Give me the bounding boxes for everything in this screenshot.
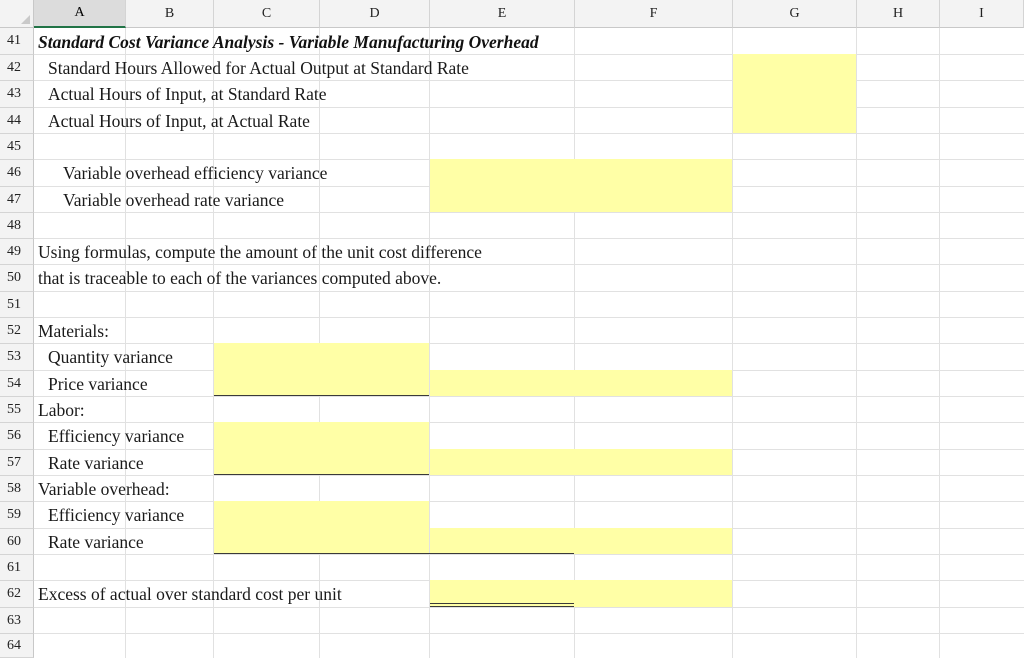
input-cell-c56-c57[interactable]	[214, 422, 429, 475]
row-header[interactable]: 63	[0, 608, 34, 634]
row-header[interactable]: 61	[0, 555, 34, 581]
label-actual-hours-std-rate: Actual Hours of Input, at Standard Rate	[48, 84, 327, 104]
label-voh-efficiency-variance: Variable overhead efficiency variance	[63, 163, 328, 183]
row-header[interactable]: 64	[0, 634, 34, 658]
gridline	[34, 607, 1024, 608]
row-header[interactable]: 43	[0, 81, 34, 108]
input-cell-d54-f54[interactable]	[430, 370, 732, 396]
input-cell-c53-c54[interactable]	[214, 343, 429, 396]
row-header[interactable]: 46	[0, 160, 34, 187]
row-header[interactable]: 53	[0, 344, 34, 371]
label-variable-overhead: Variable overhead:	[38, 479, 170, 499]
column-header-d[interactable]: D	[320, 0, 430, 28]
row-header[interactable]: 52	[0, 318, 34, 344]
column-header-b[interactable]: B	[126, 0, 214, 28]
label-excess-actual-over-standard: Excess of actual over standard cost per unit	[38, 584, 342, 604]
label-materials-price-variance: Price variance	[48, 374, 148, 394]
column-header-i[interactable]: I	[940, 0, 1024, 28]
cell-double-border	[430, 606, 574, 607]
select-all-triangle-icon	[21, 15, 30, 24]
row-header[interactable]: 49	[0, 239, 34, 265]
select-all-corner[interactable]	[0, 0, 34, 28]
row-header[interactable]: 44	[0, 108, 34, 134]
column-header-h[interactable]: H	[857, 0, 940, 28]
gridline	[34, 396, 1024, 397]
row-header[interactable]: 55	[0, 397, 34, 423]
input-cell-e46-f47[interactable]	[430, 159, 732, 212]
row-header[interactable]: 58	[0, 476, 34, 502]
label-std-hours-std-rate: Standard Hours Allowed for Actual Output at Standard Rate	[48, 58, 469, 78]
row-header[interactable]: 50	[0, 265, 34, 292]
label-labor-rate-variance: Rate variance	[48, 453, 144, 473]
cell-bottom-border	[214, 474, 429, 475]
gridline	[34, 343, 1024, 344]
cell-bottom-border	[214, 395, 429, 396]
row-header[interactable]: 62	[0, 581, 34, 608]
column-header-c[interactable]: C	[214, 0, 320, 28]
column-header-e[interactable]: E	[430, 0, 575, 28]
row-header[interactable]: 48	[0, 213, 34, 239]
row-header[interactable]: 57	[0, 450, 34, 476]
row-header[interactable]: 47	[0, 187, 34, 213]
input-cell-d57-f57[interactable]	[430, 449, 732, 475]
input-cell-g42-g44[interactable]	[733, 54, 856, 133]
label-voh-efficiency-short: Efficiency variance	[48, 505, 185, 525]
column-header-g[interactable]: G	[733, 0, 857, 28]
label-actual-hours-actual-rate: Actual Hours of Input, at Actual Rate	[48, 111, 310, 131]
label-labor: Labor:	[38, 400, 85, 420]
label-materials: Materials:	[38, 321, 109, 341]
cell-double-border	[430, 603, 574, 604]
row-header[interactable]: 60	[0, 529, 34, 555]
cell-bottom-border	[214, 553, 574, 554]
input-cell-c59-c60[interactable]	[214, 501, 429, 554]
gridline	[34, 291, 1024, 292]
instructions-line-1: Using formulas, compute the amount of the unit cost difference	[38, 242, 482, 262]
row-header[interactable]: 42	[0, 55, 34, 81]
input-cell-d60-f60[interactable]	[430, 528, 732, 554]
row-header[interactable]: 41	[0, 28, 34, 55]
instructions-line-2: that is traceable to each of the variances computed above.	[38, 268, 442, 288]
gridline	[34, 633, 1024, 634]
sheet-title: Standard Cost Variance Analysis - Variable Manufacturing Overhead	[38, 32, 539, 52]
row-header[interactable]: 59	[0, 502, 34, 529]
gridline	[34, 317, 1024, 318]
row-header[interactable]: 54	[0, 371, 34, 397]
gridline	[34, 475, 1024, 476]
label-voh-rate-short: Rate variance	[48, 532, 144, 552]
row-header[interactable]: 56	[0, 423, 34, 450]
gridline	[34, 554, 1024, 555]
row-header[interactable]: 51	[0, 292, 34, 318]
label-labor-efficiency-variance: Efficiency variance	[48, 426, 185, 446]
row-header[interactable]: 45	[0, 134, 34, 160]
column-header-a[interactable]: A	[34, 0, 126, 28]
column-header-f[interactable]: F	[575, 0, 733, 28]
label-materials-quantity-variance: Quantity variance	[48, 347, 173, 367]
label-voh-rate-variance: Variable overhead rate variance	[63, 190, 285, 210]
